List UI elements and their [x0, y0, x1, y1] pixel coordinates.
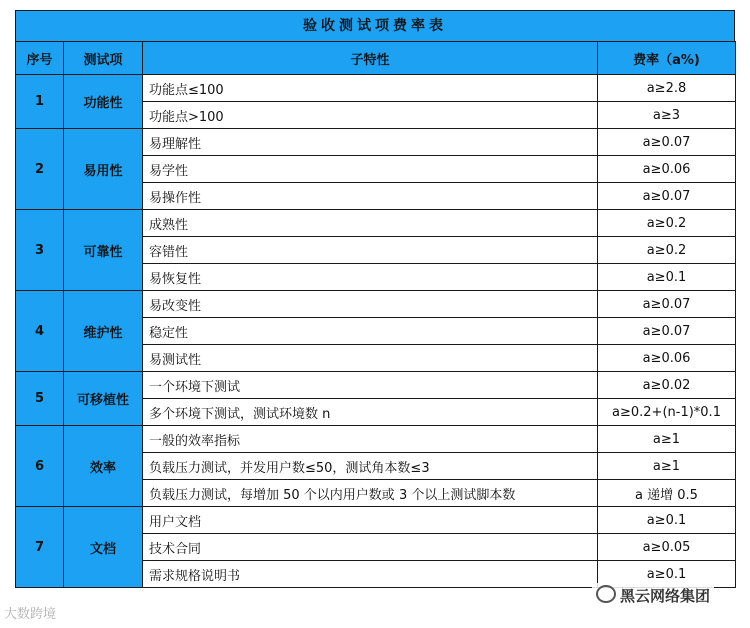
watermark-right-label: 黑云网络集团: [620, 587, 711, 605]
table-row: [16, 75, 736, 102]
sub-characteristic: 容错性: [143, 237, 598, 264]
rate-value: a≥0.07: [598, 291, 736, 318]
group-number: 1: [16, 75, 64, 129]
sub-characteristic: 功能点>100: [143, 102, 598, 129]
rate-value: a≥0.2: [598, 237, 736, 264]
group-number: 5: [16, 372, 64, 426]
watermark-left: [4, 603, 56, 622]
table-row: [16, 210, 736, 237]
sub-characteristic: 用户文档: [143, 507, 598, 534]
rate-value: a≥0.06: [598, 156, 736, 183]
rate-value: a≥1: [598, 453, 736, 480]
rate-value: a≥2.8: [598, 75, 736, 102]
group-number: 4: [16, 291, 64, 372]
sub-characteristic: 易恢复性: [143, 264, 598, 291]
rate-value: a≥0.1: [598, 561, 736, 588]
rate-value: a≥0.02: [598, 372, 736, 399]
sub-characteristic: 易理解性: [143, 129, 598, 156]
sub-characteristic: 易操作性: [143, 183, 598, 210]
rate-value: a≥0.07: [598, 318, 736, 345]
table-title: 验收测试项费率表: [15, 10, 735, 41]
sub-characteristic: 一个环境下测试: [143, 372, 598, 399]
group-test-item: 易用性: [64, 129, 143, 210]
table-row: [16, 372, 736, 399]
table-row: [16, 507, 736, 534]
rate-value: a≥1: [598, 426, 736, 453]
watermark-right: [592, 583, 714, 608]
group-number: 6: [16, 426, 64, 507]
header-item: 测试项: [64, 42, 143, 75]
sub-characteristic: 易改变性: [143, 291, 598, 318]
header-rate: 费率（a%): [598, 42, 736, 75]
sub-characteristic: 一般的效率指标: [143, 426, 598, 453]
group-number: 7: [16, 507, 64, 588]
sub-characteristic: 技术合同: [143, 534, 598, 561]
sub-characteristic: 易学性: [143, 156, 598, 183]
group-number: 2: [16, 129, 64, 210]
sub-characteristic: 稳定性: [143, 318, 598, 345]
group-number: 3: [16, 210, 64, 291]
rate-value: a≥0.07: [598, 183, 736, 210]
rate-value: a≥0.05: [598, 534, 736, 561]
rate-value: a≥0.2: [598, 210, 736, 237]
rate-value: a≥0.2+(n-1)*0.1: [598, 399, 736, 426]
rate-table-container: [15, 10, 735, 588]
rate-value: a≥0.07: [598, 129, 736, 156]
table-row: [16, 129, 736, 156]
sub-characteristic: 负载压力测试，每增加 50 个以内用户数或 3 个以上测试脚本数: [143, 480, 598, 507]
rate-value: a≥0.1: [598, 264, 736, 291]
rate-value: a≥3: [598, 102, 736, 129]
watermark-left-label: 大数跨境: [4, 607, 57, 622]
rate-value: a≥0.06: [598, 345, 736, 372]
rate-value: a≥0.1: [598, 507, 736, 534]
sub-characteristic: 多个环境下测试，测试环境数 n: [143, 399, 598, 426]
sub-characteristic: 功能点≤100: [143, 75, 598, 102]
sub-characteristic: 易测试性: [143, 345, 598, 372]
group-test-item: 可移植性: [64, 372, 143, 426]
rate-table: [15, 41, 736, 588]
group-test-item: 维护性: [64, 291, 143, 372]
sub-characteristic: 需求规格说明书: [143, 561, 598, 588]
group-test-item: 可靠性: [64, 210, 143, 291]
group-test-item: 效率: [64, 426, 143, 507]
sub-characteristic: 成熟性: [143, 210, 598, 237]
header-sub: 子特性: [143, 42, 598, 75]
table-row: [16, 426, 736, 453]
rate-value: a 递增 0.5: [598, 480, 736, 507]
header-row: [16, 42, 736, 75]
header-no: 序号: [16, 42, 64, 75]
group-test-item: 文档: [64, 507, 143, 588]
wechat-icon: [596, 585, 616, 603]
sub-characteristic: 负载压力测试，并发用户数≤50，测试角本数≤3: [143, 453, 598, 480]
group-test-item: 功能性: [64, 75, 143, 129]
table-row: [16, 291, 736, 318]
